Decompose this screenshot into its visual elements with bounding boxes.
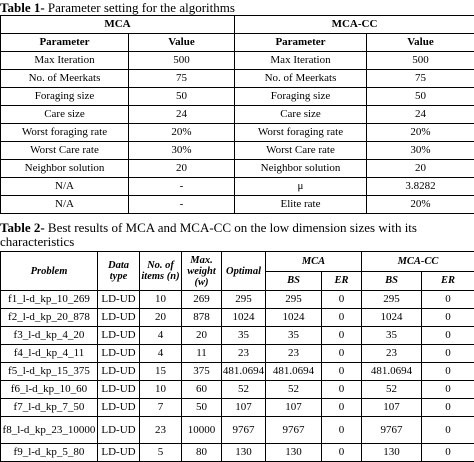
table2-caption <box>0 221 474 249</box>
table-cell: 3.8282 <box>367 178 474 196</box>
table-row <box>1 178 474 196</box>
table-cell: 0 <box>422 444 474 462</box>
table-cell: 23 <box>222 345 266 363</box>
table-cell: N/A <box>1 178 129 196</box>
table-cell: 35 <box>222 327 266 345</box>
table-cell: - <box>129 196 235 214</box>
table-cell: 52 <box>362 381 422 399</box>
table-cell: 481.0694 <box>266 363 322 381</box>
table-cell: 50 <box>367 88 474 106</box>
table-cell: LD-UD <box>98 363 140 381</box>
table-cell: Elite rate <box>235 196 367 214</box>
table-cell: 500 <box>367 52 474 70</box>
table-cell: 5 <box>140 444 182 462</box>
table-row <box>1 106 474 124</box>
table-cell: 1024 <box>266 309 322 327</box>
table-cell: 9767 <box>266 417 322 444</box>
table-cell: 20% <box>367 124 474 142</box>
table-cell: 107 <box>362 399 422 417</box>
table-cell: - <box>129 178 235 196</box>
table2-caption-text: Best results of MCA and MCA-CC on the low dimension sizes with its characteristics <box>0 220 417 249</box>
table-cell: LD-UD <box>98 444 140 462</box>
table-cell: 500 <box>129 52 235 70</box>
table-cell: f4_l-d_kp_4_11 <box>1 345 98 363</box>
table-cell: 375 <box>182 363 222 381</box>
table-cell: 20 <box>182 327 222 345</box>
table-cell: Care size <box>235 106 367 124</box>
table-cell: 0 <box>422 381 474 399</box>
table-cell: LD-UD <box>98 381 140 399</box>
table-cell: LD-UD <box>98 417 140 444</box>
table-cell: 1024 <box>362 309 422 327</box>
table-cell: 10 <box>140 291 182 309</box>
table-cell: Foraging size <box>235 88 367 106</box>
column-header: BS <box>362 271 422 291</box>
table-row <box>1 309 474 327</box>
table-group-row <box>1 16 474 34</box>
table-cell: 4 <box>140 327 182 345</box>
table-cell: 10000 <box>182 417 222 444</box>
table-cell: 23 <box>362 345 422 363</box>
table-row <box>1 124 474 142</box>
column-header: Parameter <box>235 34 367 52</box>
table-cell: f6_l-d_kp_10_60 <box>1 381 98 399</box>
table-cell: 0 <box>422 327 474 345</box>
table-cell: Neighbor solution <box>1 160 129 178</box>
group-header-mcacc: MCA-CC <box>235 16 474 34</box>
table-cell: 0 <box>322 363 362 381</box>
table-row <box>1 52 474 70</box>
results-table <box>0 251 474 462</box>
table-cell: Foraging size <box>1 88 129 106</box>
table-cell: 0 <box>322 327 362 345</box>
table-cell: Worst Care rate <box>235 142 367 160</box>
table1-caption-label: Table 1- <box>0 0 45 15</box>
table-cell: Care size <box>1 106 129 124</box>
table-cell: 9767 <box>222 417 266 444</box>
column-header: Value <box>367 34 474 52</box>
table-cell: 15 <box>140 363 182 381</box>
column-header: ER <box>322 271 362 291</box>
table-cell: 35 <box>266 327 322 345</box>
table-cell: 0 <box>322 309 362 327</box>
table-cell: 0 <box>322 291 362 309</box>
table-cell: 295 <box>266 291 322 309</box>
table-cell: f7_l-d_kp_7_50 <box>1 399 98 417</box>
table-cell: LD-UD <box>98 327 140 345</box>
column-header: Max. weight (w) <box>182 252 222 291</box>
table-cell: Worst foraging rate <box>1 124 129 142</box>
table-cell: 75 <box>129 70 235 88</box>
table-cell: f8_l-d_kp_23_10000 <box>1 417 98 444</box>
table-cell: 50 <box>129 88 235 106</box>
table-row <box>1 88 474 106</box>
table-cell: 0 <box>322 381 362 399</box>
table-cell: 30% <box>367 142 474 160</box>
table-cell: Max Iteration <box>1 52 129 70</box>
table-cell: 130 <box>222 444 266 462</box>
table-cell: 481.0694 <box>362 363 422 381</box>
column-header: Parameter <box>1 34 129 52</box>
table-cell: 20% <box>129 124 235 142</box>
table-header-row <box>1 252 474 272</box>
table-cell: 80 <box>182 444 222 462</box>
table-row <box>1 327 474 345</box>
table-row <box>1 70 474 88</box>
table-cell: 0 <box>322 417 362 444</box>
table-row <box>1 417 474 444</box>
table-cell: 24 <box>367 106 474 124</box>
column-header: Optimal <box>222 252 266 291</box>
table1-caption-text: Parameter setting for the algorithms <box>45 0 235 15</box>
group-header-mcacc: MCA-CC <box>362 252 474 272</box>
parameter-table <box>0 15 474 214</box>
table-cell: f1_l-d_kp_10_269 <box>1 291 98 309</box>
table-cell: f5_l-d_kp_15_375 <box>1 363 98 381</box>
table-row <box>1 381 474 399</box>
table-cell: 878 <box>182 309 222 327</box>
table-row <box>1 196 474 214</box>
table-cell: 52 <box>266 381 322 399</box>
table-cell: 0 <box>422 417 474 444</box>
table-cell: 0 <box>322 345 362 363</box>
column-header: Problem <box>1 252 98 291</box>
group-header-mca: MCA <box>1 16 235 34</box>
table-cell: μ <box>235 178 367 196</box>
table-header-row <box>1 34 474 52</box>
table-cell: 269 <box>182 291 222 309</box>
table-cell: f9_l-d_kp_5_80 <box>1 444 98 462</box>
table-cell: 20 <box>367 160 474 178</box>
table-cell: 20 <box>140 309 182 327</box>
table-cell: Worst foraging rate <box>235 124 367 142</box>
table1-caption <box>0 1 235 15</box>
table-cell: 107 <box>266 399 322 417</box>
table-cell: 11 <box>182 345 222 363</box>
table-cell: 23 <box>140 417 182 444</box>
column-header: BS <box>266 271 322 291</box>
table-cell: 30% <box>129 142 235 160</box>
table-cell: N/A <box>1 196 129 214</box>
table-cell: 10 <box>140 381 182 399</box>
table-cell: 130 <box>266 444 322 462</box>
table-cell: No. of Meerkats <box>235 70 367 88</box>
table-cell: 35 <box>362 327 422 345</box>
table-cell: Worst Care rate <box>1 142 129 160</box>
table-cell: LD-UD <box>98 309 140 327</box>
table-row <box>1 399 474 417</box>
table-cell: 4 <box>140 345 182 363</box>
table-cell: Max Iteration <box>235 52 367 70</box>
table-row <box>1 160 474 178</box>
table-cell: 23 <box>266 345 322 363</box>
table-cell: 0 <box>422 291 474 309</box>
group-header-mca: MCA <box>266 252 362 272</box>
table-cell: 52 <box>222 381 266 399</box>
table-cell: 0 <box>422 363 474 381</box>
table-row <box>1 363 474 381</box>
table-cell: LD-UD <box>98 345 140 363</box>
column-header: Value <box>129 34 235 52</box>
table-cell: 9767 <box>362 417 422 444</box>
table-cell: 481.0694 <box>222 363 266 381</box>
table-cell: 20% <box>367 196 474 214</box>
table-cell: 295 <box>362 291 422 309</box>
table-cell: LD-UD <box>98 291 140 309</box>
table-cell: 0 <box>422 345 474 363</box>
table-cell: 50 <box>182 399 222 417</box>
table-cell: 24 <box>129 106 235 124</box>
table-cell: Neighbor solution <box>235 160 367 178</box>
table-cell: f3_l-d_kp_4_20 <box>1 327 98 345</box>
table-cell: 130 <box>362 444 422 462</box>
table-cell: LD-UD <box>98 399 140 417</box>
table-cell: 0 <box>322 444 362 462</box>
table-row <box>1 444 474 462</box>
table-cell: 0 <box>422 309 474 327</box>
table-cell: 60 <box>182 381 222 399</box>
table-cell: f2_l-d_kp_20_878 <box>1 309 98 327</box>
table-row <box>1 345 474 363</box>
table-cell: 20 <box>129 160 235 178</box>
table-cell: 107 <box>222 399 266 417</box>
table2-caption-label: Table 2- <box>0 220 45 235</box>
table-cell: 75 <box>367 70 474 88</box>
table-cell: 295 <box>222 291 266 309</box>
table-cell: 1024 <box>222 309 266 327</box>
table-cell: 0 <box>422 399 474 417</box>
table-cell: 0 <box>322 399 362 417</box>
table-cell: 7 <box>140 399 182 417</box>
column-header: ER <box>422 271 474 291</box>
table-cell: No. of Meerkats <box>1 70 129 88</box>
column-header: No. of items (n) <box>140 252 182 291</box>
table-row <box>1 291 474 309</box>
table-row <box>1 142 474 160</box>
column-header: Data type <box>98 252 140 291</box>
